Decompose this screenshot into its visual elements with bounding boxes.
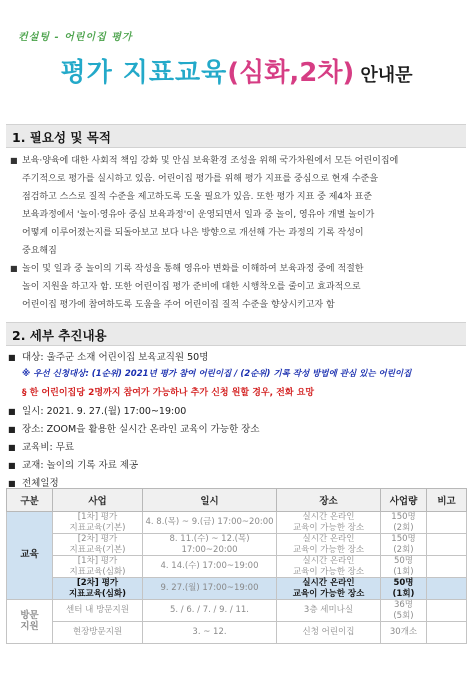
program-cell: [2차] 평가 지표교육(심화) — [53, 578, 143, 600]
col-header: 사업량 — [381, 489, 427, 512]
section-2-label: 2. 세부 추진내용 — [12, 328, 107, 343]
qty-cell: 30개소 — [381, 622, 427, 644]
bullet-icon: ■ — [8, 443, 16, 452]
bullet-line: 보육·양육에 대한 사회적 책임 강화 및 안심 보육환경 조성을 위해 국가차원에서 모든 어린이집에 — [22, 156, 399, 166]
bullet-line: 어린이집 평가에 참여하도록 도움을 주어 어린이집 질적 수준을 향상시키고자 함 — [22, 300, 335, 310]
bullet-item — [8, 152, 463, 260]
qty-cell: 50명 (1회) — [381, 578, 427, 600]
place-item — [8, 421, 260, 435]
place-cell: 신청 어린이집 — [277, 622, 381, 644]
place-cell: 실시간 온라인 교육이 가능한 장소 — [277, 512, 381, 534]
bullet-line: 놀이 및 일과 중 놀이의 기록 작성을 통해 영유아 변화를 이해하여 보육과정 중에 적절한 — [22, 264, 364, 274]
col-header: 장소 — [277, 489, 381, 512]
place-text: 장소: ZOOM을 활용한 실시간 온라인 교육이 가능한 장소 — [22, 424, 260, 435]
group-cell-edu: 교육 — [7, 512, 53, 600]
title-main: 평가 지표교육 — [60, 58, 228, 88]
table-row — [7, 534, 467, 556]
bullet-line: 주기적으로 평가를 실시하고 있음. 어린이집 평가를 위해 평가 지표를 중심으로 현재 수준을 — [22, 174, 379, 184]
title-end: 안내문 — [360, 65, 413, 86]
qty-cell: 150명 (2회) — [381, 534, 427, 556]
table-row-current — [7, 578, 467, 600]
document-title — [0, 52, 473, 89]
date-text: 일시: 2021. 9. 27.(월) 17:00~19:00 — [22, 406, 187, 417]
date-cell: 4. 14.(수) 17:00~19:00 — [143, 556, 277, 578]
program-cell: [1차] 평가 지표교육(심화) — [53, 556, 143, 578]
bullet-icon: ■ — [10, 156, 18, 165]
material-item — [8, 457, 138, 471]
place-cell: 3층 세미나실 — [277, 600, 381, 622]
date-cell: 8. 11.(수) ~ 12.(목) 17:00~20:00 — [143, 534, 277, 556]
section-1-body — [8, 152, 463, 314]
bullet-icon: ■ — [8, 425, 16, 434]
note-cell — [427, 512, 467, 534]
bullet-item — [8, 260, 463, 314]
date-cell: 5. / 6. / 7. / 9. / 11. — [143, 600, 277, 622]
col-header: 일시 — [143, 489, 277, 512]
bullet-line: 중요해짐 — [22, 246, 57, 256]
table-row — [7, 512, 467, 534]
table-header-row — [7, 489, 467, 512]
place-cell: 실시간 온라인 교육이 가능한 장소 — [277, 556, 381, 578]
section-2-heading — [6, 322, 466, 346]
col-header: 사업 — [53, 489, 143, 512]
bullet-icon: ■ — [8, 407, 16, 416]
target-text: 대상: 울주군 소재 어린이집 보육교직원 50명 — [22, 352, 209, 363]
col-header: 구분 — [7, 489, 53, 512]
schedule-table — [6, 488, 467, 644]
note-cell — [427, 600, 467, 622]
schedule-label: 전체일정 — [22, 478, 59, 489]
limit-note: § 한 어린이집당 2명까지 참여가 가능하나 추가 신청 원할 경우, 전화 요망 — [22, 388, 315, 398]
material-text: 교재: 놀이의 기록 자료 제공 — [22, 460, 139, 471]
note-cell — [427, 622, 467, 644]
section-1-label: 1. 필요성 및 목적 — [12, 130, 111, 145]
subtitle: 컨설팅 - 어린이집 평가 — [18, 32, 133, 43]
program-cell: 현장방문지원 — [53, 622, 143, 644]
note-cell — [427, 534, 467, 556]
place-cell: 실시간 온라인 교육이 가능한 장소 — [277, 534, 381, 556]
date-cell: 4. 8.(목) ~ 9.(금) 17:00~20:00 — [143, 512, 277, 534]
qty-cell: 50명 (1회) — [381, 556, 427, 578]
date-cell: 3. ~ 12. — [143, 622, 277, 644]
bullet-line: 점검하고 스스로 질적 수준을 제고하도록 도울 필요가 있음. 또한 평가 지표 중 제4차 표준 — [22, 192, 373, 202]
title-sub: (심화,2차) — [227, 58, 355, 88]
bullet-line: 놀이 지원을 하고자 함. 또한 어린이집 평가 준비에 대한 시행착오를 줄이고 효과적으로 — [22, 282, 361, 292]
bullet-icon: ■ — [8, 461, 16, 470]
date-item — [8, 403, 186, 417]
note-cell — [427, 556, 467, 578]
bullet-icon: ■ — [8, 479, 16, 488]
bullet-line: 어떻게 이루어졌는지를 되돌아보고 보다 나은 방향으로 개선해 가는 과정의 기록 작성이 — [22, 228, 364, 238]
bullet-icon: ■ — [10, 264, 18, 273]
qty-cell: 36명 (5회) — [381, 600, 427, 622]
program-cell: [2차] 평가 지표교육(기본) — [53, 534, 143, 556]
fee-item — [8, 439, 74, 453]
place-cell: 실시간 온라인 교육이 가능한 장소 — [277, 578, 381, 600]
fee-text: 교육비: 무료 — [22, 442, 75, 453]
qty-cell: 150명 (2회) — [381, 512, 427, 534]
priority-note: ※ 우선 신청대상: (1순위) 2021년 평가 참여 어린이집 / (2순위) 기록 작성 방법에 관심 있는 어린이집 — [22, 369, 412, 379]
section-1-heading — [6, 124, 466, 148]
col-header: 비고 — [427, 489, 467, 512]
target-item — [8, 349, 208, 363]
table-row — [7, 622, 467, 644]
date-cell: 9. 27.(월) 17:00~19:00 — [143, 578, 277, 600]
schedule-item — [8, 475, 59, 489]
program-cell: 센터 내 방문지원 — [53, 600, 143, 622]
bullet-icon: ■ — [8, 353, 16, 362]
group-cell-visit: 방문 지원 — [7, 600, 53, 644]
bullet-line: 보육과정에서 '놀이·영유아 중심 보육과정'이 운영되면서 일과 중 놀이, 영유아 개별 놀이가 — [22, 210, 375, 220]
note-cell — [427, 578, 467, 600]
table-row — [7, 600, 467, 622]
program-cell: [1차] 평가 지표교육(기본) — [53, 512, 143, 534]
table-row — [7, 556, 467, 578]
